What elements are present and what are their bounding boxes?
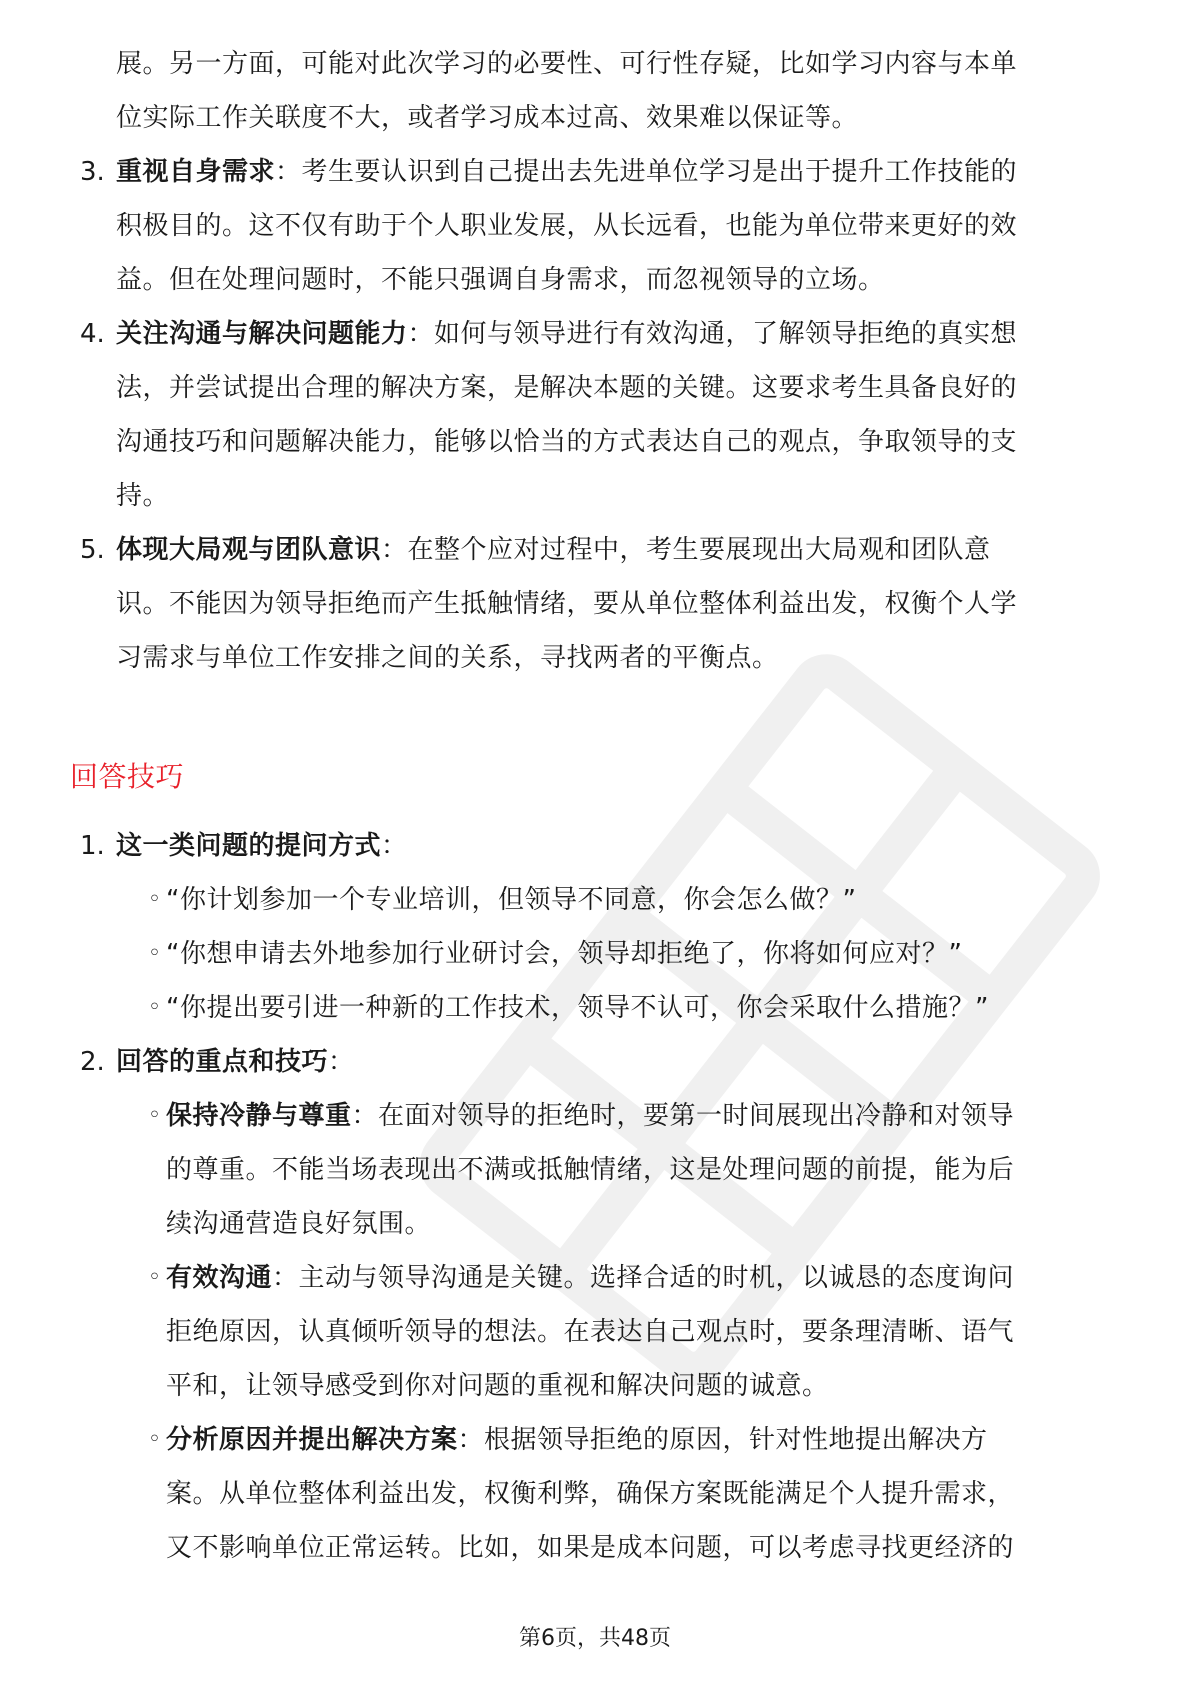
list-item-first-line: [116, 317, 1017, 351]
bullet-icon: ◦: [148, 941, 161, 966]
list-number: 5.: [80, 535, 105, 565]
list-number: 4.: [80, 319, 105, 349]
bullet-icon: ◦: [148, 995, 161, 1020]
sub-item-line: 案。从单位整体利益出发，权衡利弊，确保方案既能满足个人提升需求，: [166, 1479, 1015, 1509]
list-item-first-line: [116, 829, 408, 863]
list-item-colon: ：: [328, 1047, 355, 1077]
sub-item-title: 有效沟通: [166, 1263, 273, 1293]
list-item-first-line: [116, 533, 991, 567]
quote-line: “你计划参加一个专业培训，但领导不同意，你会怎么做？”: [166, 885, 857, 915]
section-heading: 回答技巧: [70, 760, 185, 793]
list-item-first-line: [116, 155, 1017, 189]
sub-item-line: 续沟通营造良好氛围。: [166, 1209, 432, 1239]
sub-item-line: 平和，让领导感受到你对问题的重视和解决问题的诚意。: [166, 1371, 829, 1401]
sub-item-line: 拒绝原因，认真倾听领导的想法。在表达自己观点时，要条理清晰、语气: [166, 1317, 1015, 1347]
quote-line: “你提出要引进一种新的工作技术，领导不认可，你会采取什么措施？”: [166, 993, 989, 1023]
bullet-icon: ◦: [148, 1427, 161, 1452]
sub-item-first-line: [166, 1261, 1014, 1295]
intro-line-2: 位实际工作关联度不大，或者学习成本过高、效果难以保证等。: [116, 103, 859, 133]
list-number: 1.: [80, 831, 105, 861]
list-item-line: 识。不能因为领导拒绝而产生抵触情绪，要从单位整体利益出发，权衡个人学: [116, 589, 1018, 619]
sub-item-line: 又不影响单位正常运转。比如，如果是成本问题，可以考虑寻找更经济的: [166, 1533, 1015, 1563]
list-item-text: ：考生要认识到自己提出去先进单位学习是出于提升工作技能的: [275, 157, 1018, 187]
quote-line: “你想申请去外地参加行业研讨会，领导却拒绝了，你将如何应对？”: [166, 939, 963, 969]
sub-item-line: 的尊重。不能当场表现出不满或抵触情绪，这是处理问题的前提，能为后: [166, 1155, 1015, 1185]
sub-item-title: 保持冷静与尊重: [166, 1101, 352, 1131]
bullet-icon: ◦: [148, 887, 161, 912]
list-number: 2.: [80, 1047, 105, 1077]
list-item-line: 积极目的。这不仅有助于个人职业发展，从长远看，也能为单位带来更好的效: [116, 211, 1018, 241]
list-item-text: ：在整个应对过程中，考生要展现出大局观和团队意: [381, 535, 991, 565]
list-item-first-line: [116, 1045, 355, 1079]
list-item-title: 回答的重点和技巧: [116, 1047, 329, 1077]
sub-item-text: ：根据领导拒绝的原因，针对性地提出解决方: [457, 1425, 988, 1455]
list-item-colon: ：: [381, 831, 408, 861]
bullet-icon: ◦: [148, 1103, 161, 1128]
list-item-title: 这一类问题的提问方式: [116, 831, 382, 861]
page-number: 第6页，共48页: [519, 1626, 671, 1651]
list-item-title: 体现大局观与团队意识: [116, 535, 382, 565]
sub-item-title: 分析原因并提出解决方案: [166, 1425, 458, 1455]
sub-item-first-line: [166, 1099, 1014, 1133]
list-item-line: 习需求与单位工作安排之间的关系，寻找两者的平衡点。: [116, 643, 779, 673]
list-number: 3.: [80, 157, 105, 187]
list-item-title: 关注沟通与解决问题能力: [116, 319, 408, 349]
list-item-line: 持。: [116, 481, 170, 511]
sub-item-text: ：主动与领导沟通是关键。选择合适的时机，以诚恳的态度询问: [272, 1263, 1015, 1293]
list-item-title: 重视自身需求: [116, 157, 276, 187]
sub-item-text: ：在面对领导的拒绝时，要第一时间展现出冷静和对领导: [351, 1101, 1015, 1131]
bullet-icon: ◦: [148, 1265, 161, 1290]
intro-line-1: 展。另一方面，可能对此次学习的必要性、可行性存疑，比如学习内容与本单: [116, 49, 1018, 79]
list-item-line: 法，并尝试提出合理的解决方案，是解决本题的关键。这要求考生具备良好的: [116, 373, 1018, 403]
list-item-line: 沟通技巧和问题解决能力，能够以恰当的方式表达自己的观点，争取领导的支: [116, 427, 1018, 457]
list-item-line: 益。但在处理问题时，不能只强调自身需求，而忽视领导的立场。: [116, 265, 885, 295]
sub-item-first-line: [166, 1423, 988, 1457]
list-item-text: ：如何与领导进行有效沟通，了解领导拒绝的真实想: [407, 319, 1018, 349]
